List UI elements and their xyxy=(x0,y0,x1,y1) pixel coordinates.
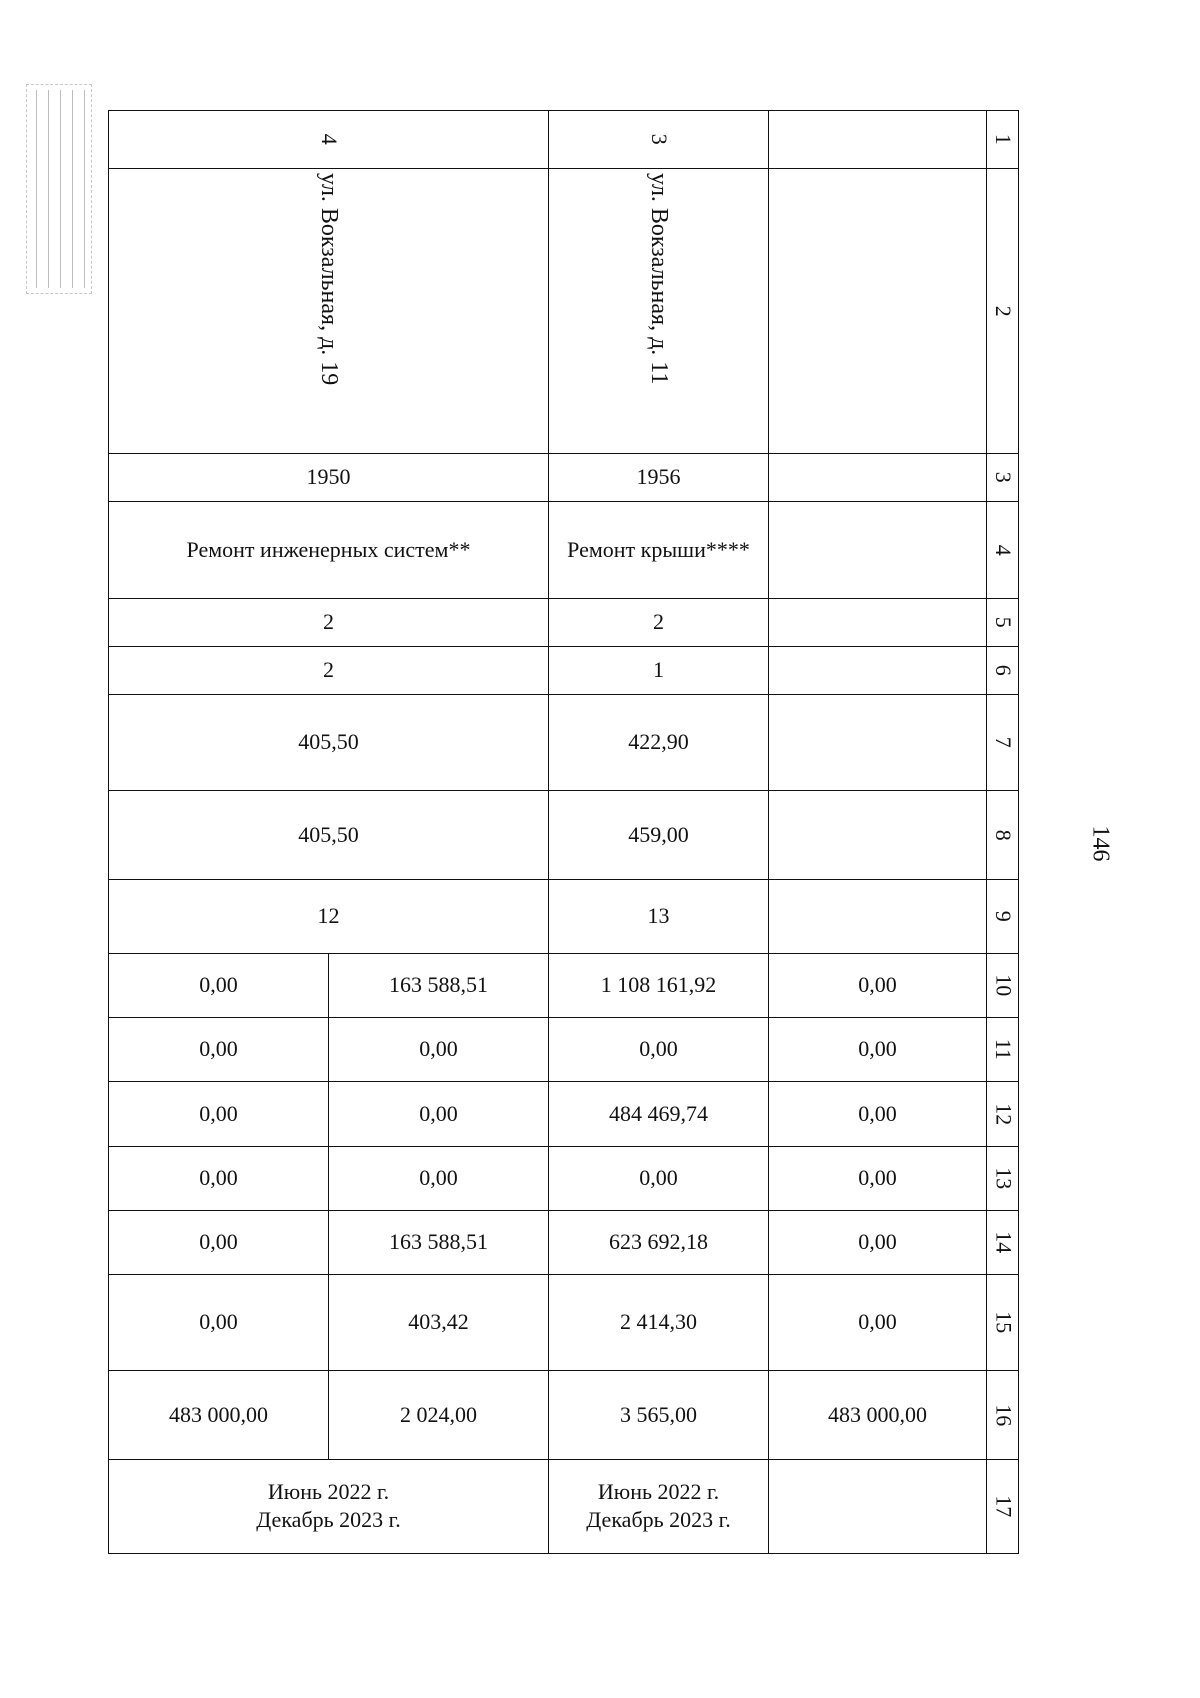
table-row xyxy=(109,1274,1019,1370)
cell-value: 483 000,00 xyxy=(769,1371,987,1459)
cell-value: 0,00 xyxy=(769,1082,987,1146)
cell-item-number: 3 xyxy=(549,111,769,169)
row-number: 2 xyxy=(987,169,1019,454)
cell-work-type: Ремонт инженерных систем** xyxy=(109,502,549,598)
table-row xyxy=(109,1146,1019,1210)
row-number: 6 xyxy=(987,646,1019,694)
cell-value: 0,00 xyxy=(769,1146,987,1210)
row-number: 8 xyxy=(987,791,1019,879)
table-row xyxy=(109,1371,1019,1459)
cell-value: 0,00 xyxy=(109,1146,329,1210)
cell-year: 1950 xyxy=(109,454,549,502)
cell-value: 163 588,51 xyxy=(329,1210,549,1274)
cell-empty xyxy=(769,791,987,879)
cell-floors: 2 xyxy=(549,598,769,646)
cell-empty xyxy=(769,1459,987,1553)
cell-value: 1 108 161,92 xyxy=(549,953,769,1017)
cell-value: 0,00 xyxy=(329,1018,549,1082)
table-row xyxy=(109,1082,1019,1146)
table-row xyxy=(109,879,1019,953)
cell-value: 2 414,30 xyxy=(549,1274,769,1370)
row-number: 5 xyxy=(987,598,1019,646)
table-row xyxy=(109,1459,1019,1553)
cell-value: 483 000,00 xyxy=(109,1371,329,1459)
cell-value: 623 692,18 xyxy=(549,1210,769,1274)
cell-value: 0,00 xyxy=(769,1018,987,1082)
row-number: 14 xyxy=(987,1210,1019,1274)
cell-item-number: 4 xyxy=(109,111,549,169)
cell-work-type: Ремонт крыши**** xyxy=(549,502,769,598)
table-row xyxy=(109,454,1019,502)
cell-year: 1956 xyxy=(549,454,769,502)
cell-value: 0,00 xyxy=(329,1146,549,1210)
table-row xyxy=(109,646,1019,694)
row-number: 15 xyxy=(987,1274,1019,1370)
cell-value: 403,42 xyxy=(329,1274,549,1370)
row-number: 11 xyxy=(987,1018,1019,1082)
cell-value: 0,00 xyxy=(109,1274,329,1370)
cell-address: ул. Вокзальная, д. 19 xyxy=(109,169,549,454)
cell-address: ул. Вокзальная, д. 11 xyxy=(549,169,769,454)
cell-value: 0,00 xyxy=(769,1274,987,1370)
cell-value: 3 565,00 xyxy=(549,1371,769,1459)
cell-entrances: 1 xyxy=(549,646,769,694)
table-row xyxy=(109,502,1019,598)
table-row xyxy=(109,169,1019,454)
row-number: 9 xyxy=(987,879,1019,953)
table-row xyxy=(109,791,1019,879)
row-number: 10 xyxy=(987,953,1019,1017)
table-row xyxy=(109,953,1019,1017)
cell-value: 0,00 xyxy=(109,1210,329,1274)
cell-empty xyxy=(769,169,987,454)
cell-empty xyxy=(769,502,987,598)
cell-area: 405,50 xyxy=(109,694,549,790)
page-number: 146 xyxy=(1087,825,1114,862)
cell-empty xyxy=(769,879,987,953)
cell-value: 0,00 xyxy=(109,953,329,1017)
cell-value: 0,00 xyxy=(769,953,987,1017)
cell-value: 484 469,74 xyxy=(549,1082,769,1146)
cell-value: 0,00 xyxy=(109,1082,329,1146)
cell-empty xyxy=(769,694,987,790)
row-number: 4 xyxy=(987,502,1019,598)
cell-entrances: 2 xyxy=(109,646,549,694)
cell-empty xyxy=(769,111,987,169)
row-number: 16 xyxy=(987,1371,1019,1459)
row-number: 7 xyxy=(987,694,1019,790)
cell-area-living: 459,00 xyxy=(549,791,769,879)
table-row xyxy=(109,111,1019,169)
cell-area: 422,90 xyxy=(549,694,769,790)
cell-value: 0,00 xyxy=(549,1018,769,1082)
table-row xyxy=(109,694,1019,790)
cell-area-living: 405,50 xyxy=(109,791,549,879)
cell-floors: 2 xyxy=(109,598,549,646)
row-number: 12 xyxy=(987,1082,1019,1146)
table-row xyxy=(109,1210,1019,1274)
cell-empty xyxy=(769,598,987,646)
cell-empty xyxy=(769,454,987,502)
row-number: 13 xyxy=(987,1146,1019,1210)
cell-residents: 12 xyxy=(109,879,549,953)
cell-value: 0,00 xyxy=(549,1146,769,1210)
cell-residents: 13 xyxy=(549,879,769,953)
table-row xyxy=(109,1018,1019,1082)
cell-value: 163 588,51 xyxy=(329,953,549,1017)
row-number: 1 xyxy=(987,111,1019,169)
cell-period: Июнь 2022 г. Декабрь 2023 г. xyxy=(549,1459,769,1553)
cell-value: 0,00 xyxy=(109,1018,329,1082)
cell-value: 0,00 xyxy=(769,1210,987,1274)
table-row xyxy=(109,598,1019,646)
cell-value: 0,00 xyxy=(329,1082,549,1146)
row-number: 3 xyxy=(987,454,1019,502)
cell-value: 2 024,00 xyxy=(329,1371,549,1459)
row-number: 17 xyxy=(987,1459,1019,1553)
cell-period: Июнь 2022 г. Декабрь 2023 г. xyxy=(109,1459,549,1553)
cell-empty xyxy=(769,646,987,694)
repair-schedule-table xyxy=(108,110,1019,1554)
archive-stamp xyxy=(26,84,92,294)
